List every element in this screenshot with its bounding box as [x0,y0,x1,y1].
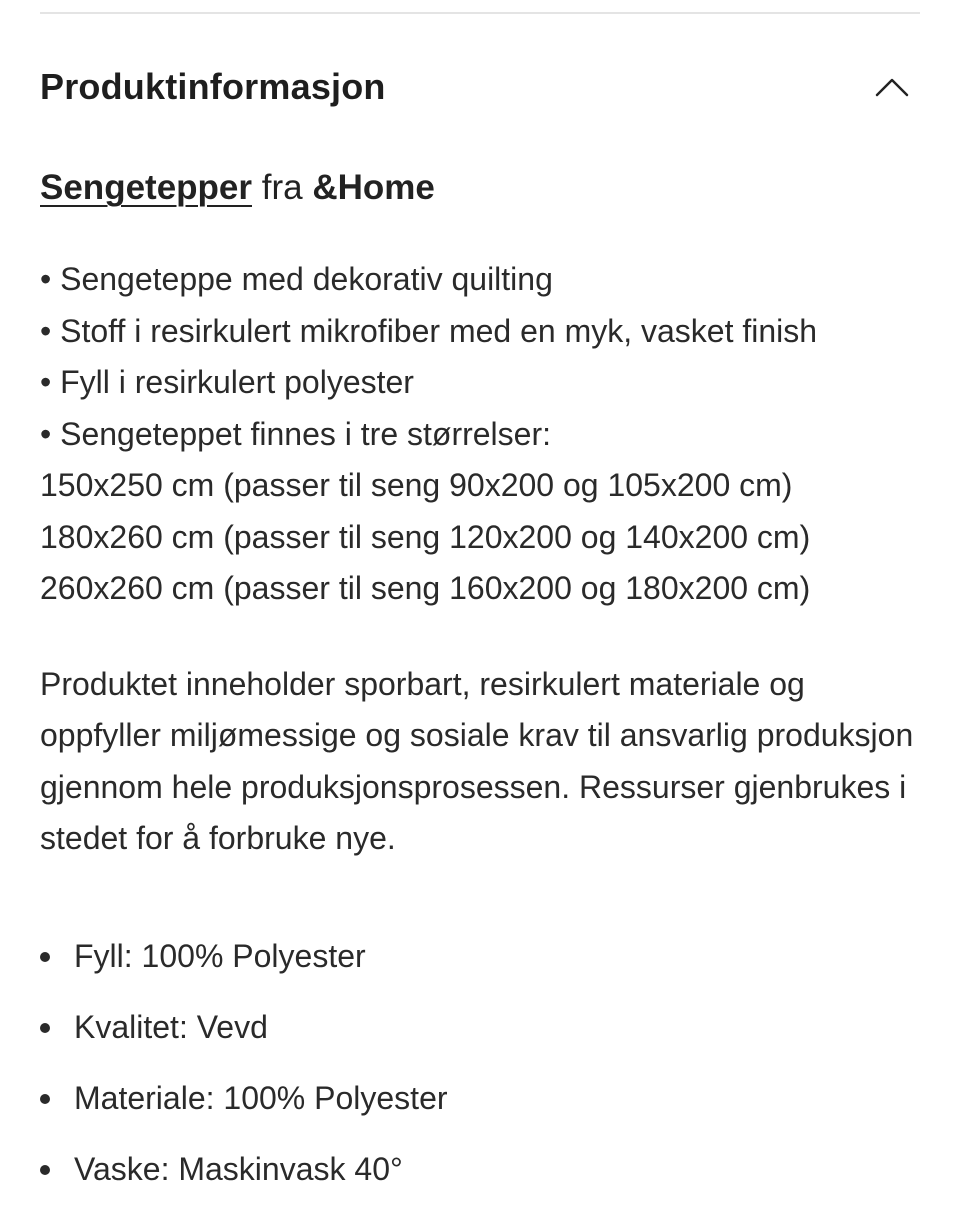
feature-item: • Sengeteppet finnes i tre størrelser: [40,415,551,452]
feature-item: • Sengeteppe med dekorativ quilting [40,261,553,297]
connector-text: fra [261,168,303,207]
size-item: 180x260 cm (passer til seng 120x200 og 140x200 cm) [40,518,811,555]
sustainability-description: Produktet inneholder sporbart, resirkulert materiale og oppfyller miljømessige og sosiale krav til ansvarlig produksjon gjennom hele produksjonsprosessen. Ressurser gjenbrukes i stedet for å forbruke nye. [40,665,914,856]
spec-item-quality: Kvalitet: Vevd [40,1002,930,1073]
section-title: Produktinformasjon [40,66,386,107]
chevron-up-icon[interactable] [874,69,910,105]
feature-item: • Stoff i resirkulert mikrofiber med en myk, vasket finish [40,312,818,349]
product-info-accordion-header[interactable] [40,55,920,119]
size-item: 260x260 cm (passer til seng 160x200 og 180x200 cm) [40,570,811,606]
feature-item: • Fyll i resirkulert polyester [40,364,414,400]
category-brand-line [40,160,930,216]
brand-name: &Home [312,168,435,207]
spec-item-fill: Fyll: 100% Polyester [40,931,930,1002]
spec-item-material: Materiale: 100% Polyester [40,1073,930,1144]
product-info-content [40,160,930,1215]
spec-item-wash: Vaske: Maskinvask 40° [40,1144,930,1215]
feature-list [40,254,930,615]
spec-list [40,931,930,1215]
size-item: 150x250 cm (passer til seng 90x200 og 105x200 cm) [40,467,793,503]
category-link[interactable]: Sengetepper [40,168,252,207]
top-divider [40,12,920,14]
